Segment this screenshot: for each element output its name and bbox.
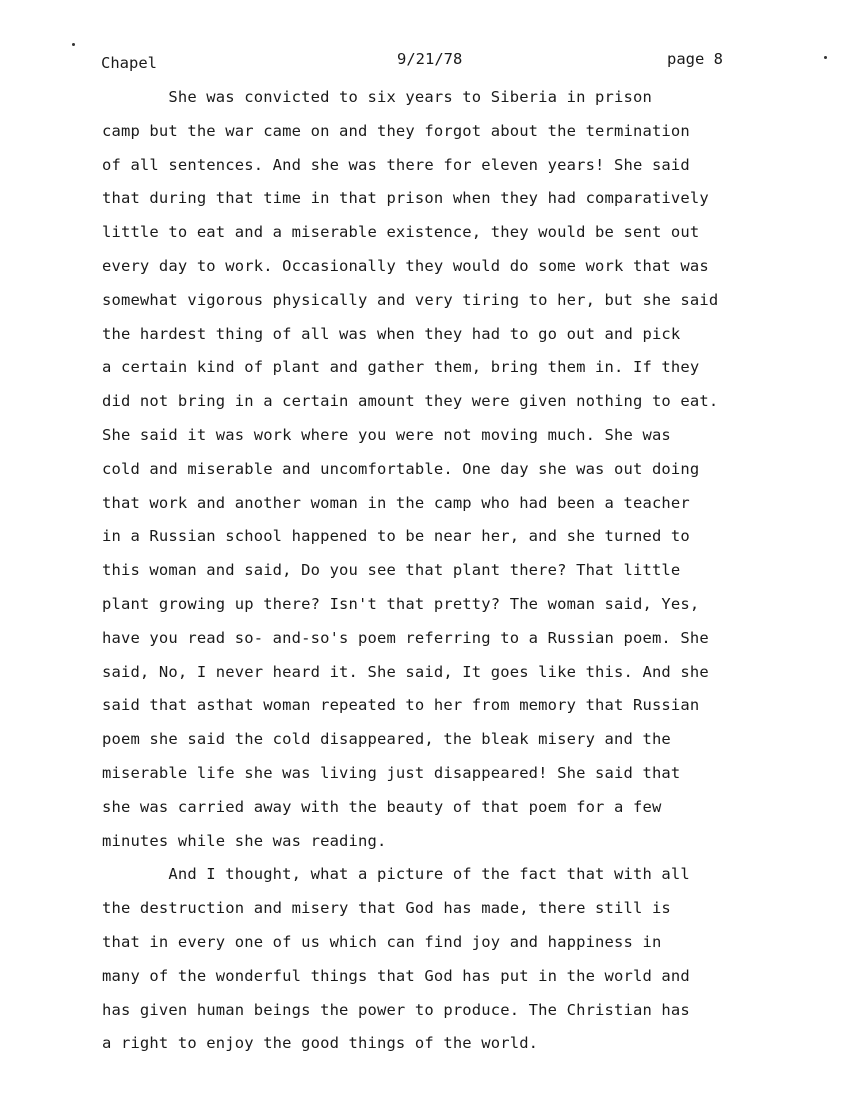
scan-speck — [72, 43, 75, 46]
text-line: the destruction and misery that God has made, there still is — [102, 899, 671, 918]
text-line: have you read so- and-so's poem referring to a Russian poem. She — [102, 628, 709, 647]
text-line: the hardest thing of all was when they had to go out and pick — [102, 324, 681, 343]
text-line: that in every one of us which can find joy and happiness in — [102, 932, 662, 951]
text-line: this woman and said, Do you see that plant there? That little — [102, 561, 681, 580]
text-line: She was convicted to six years to Siberia in prison — [102, 88, 652, 106]
text-line: cold and miserable and uncomfortable. One day she was out doing — [102, 459, 700, 478]
text-line: said that asthat woman repeated to her from memory that Russian — [102, 696, 700, 715]
header-page-number: page 8 — [667, 50, 723, 68]
text-line: little to eat and a miserable existence, they would be sent out — [102, 223, 700, 242]
text-line: many of the wonderful things that God has put in the world and — [102, 966, 690, 985]
text-line: that during that time in that prison when they had comparatively — [102, 189, 709, 208]
body-text — [102, 86, 802, 1066]
text-line: camp but the war came on and they forgot about the termination — [102, 121, 690, 140]
text-line: She said it was work where you were not moving much. She was — [102, 425, 671, 444]
text-line: a certain kind of plant and gather them, bring them in. If they — [102, 358, 700, 377]
text-line: she was carried away with the beauty of that poem for a few — [102, 797, 662, 816]
text-line: in a Russian school happened to be near her, and she turned to — [102, 527, 690, 546]
text-line: poem she said the cold disappeared, the bleak misery and the — [102, 730, 671, 749]
text-line: a right to enjoy the good things of the world. — [102, 1034, 539, 1053]
text-line: somewhat vigorous physically and very tiring to her, but she said — [102, 290, 719, 309]
text-line: minutes while she was reading. — [102, 831, 387, 850]
text-line: plant growing up there? Isn't that pretty? The woman said, Yes, — [102, 594, 700, 613]
text-line: every day to work. Occasionally they would do some work that was — [102, 256, 709, 275]
text-line: And I thought, what a picture of the fact that with all — [102, 865, 690, 884]
header-date: 9/21/78 — [397, 50, 463, 68]
text-line: miserable life she was living just disappeared! She said that — [102, 763, 681, 782]
text-line: of all sentences. And she was there for eleven years! She said — [102, 155, 690, 174]
header-title: Chapel — [101, 54, 157, 72]
text-line: has given human beings the power to produce. The Christian has — [102, 1000, 690, 1019]
text-line: said, No, I never heard it. She said, It goes like this. And she — [102, 662, 709, 681]
text-line: that work and another woman in the camp who had been a teacher — [102, 493, 690, 512]
text-line: did not bring in a certain amount they were given nothing to eat. — [102, 392, 719, 411]
page-header — [0, 50, 853, 74]
